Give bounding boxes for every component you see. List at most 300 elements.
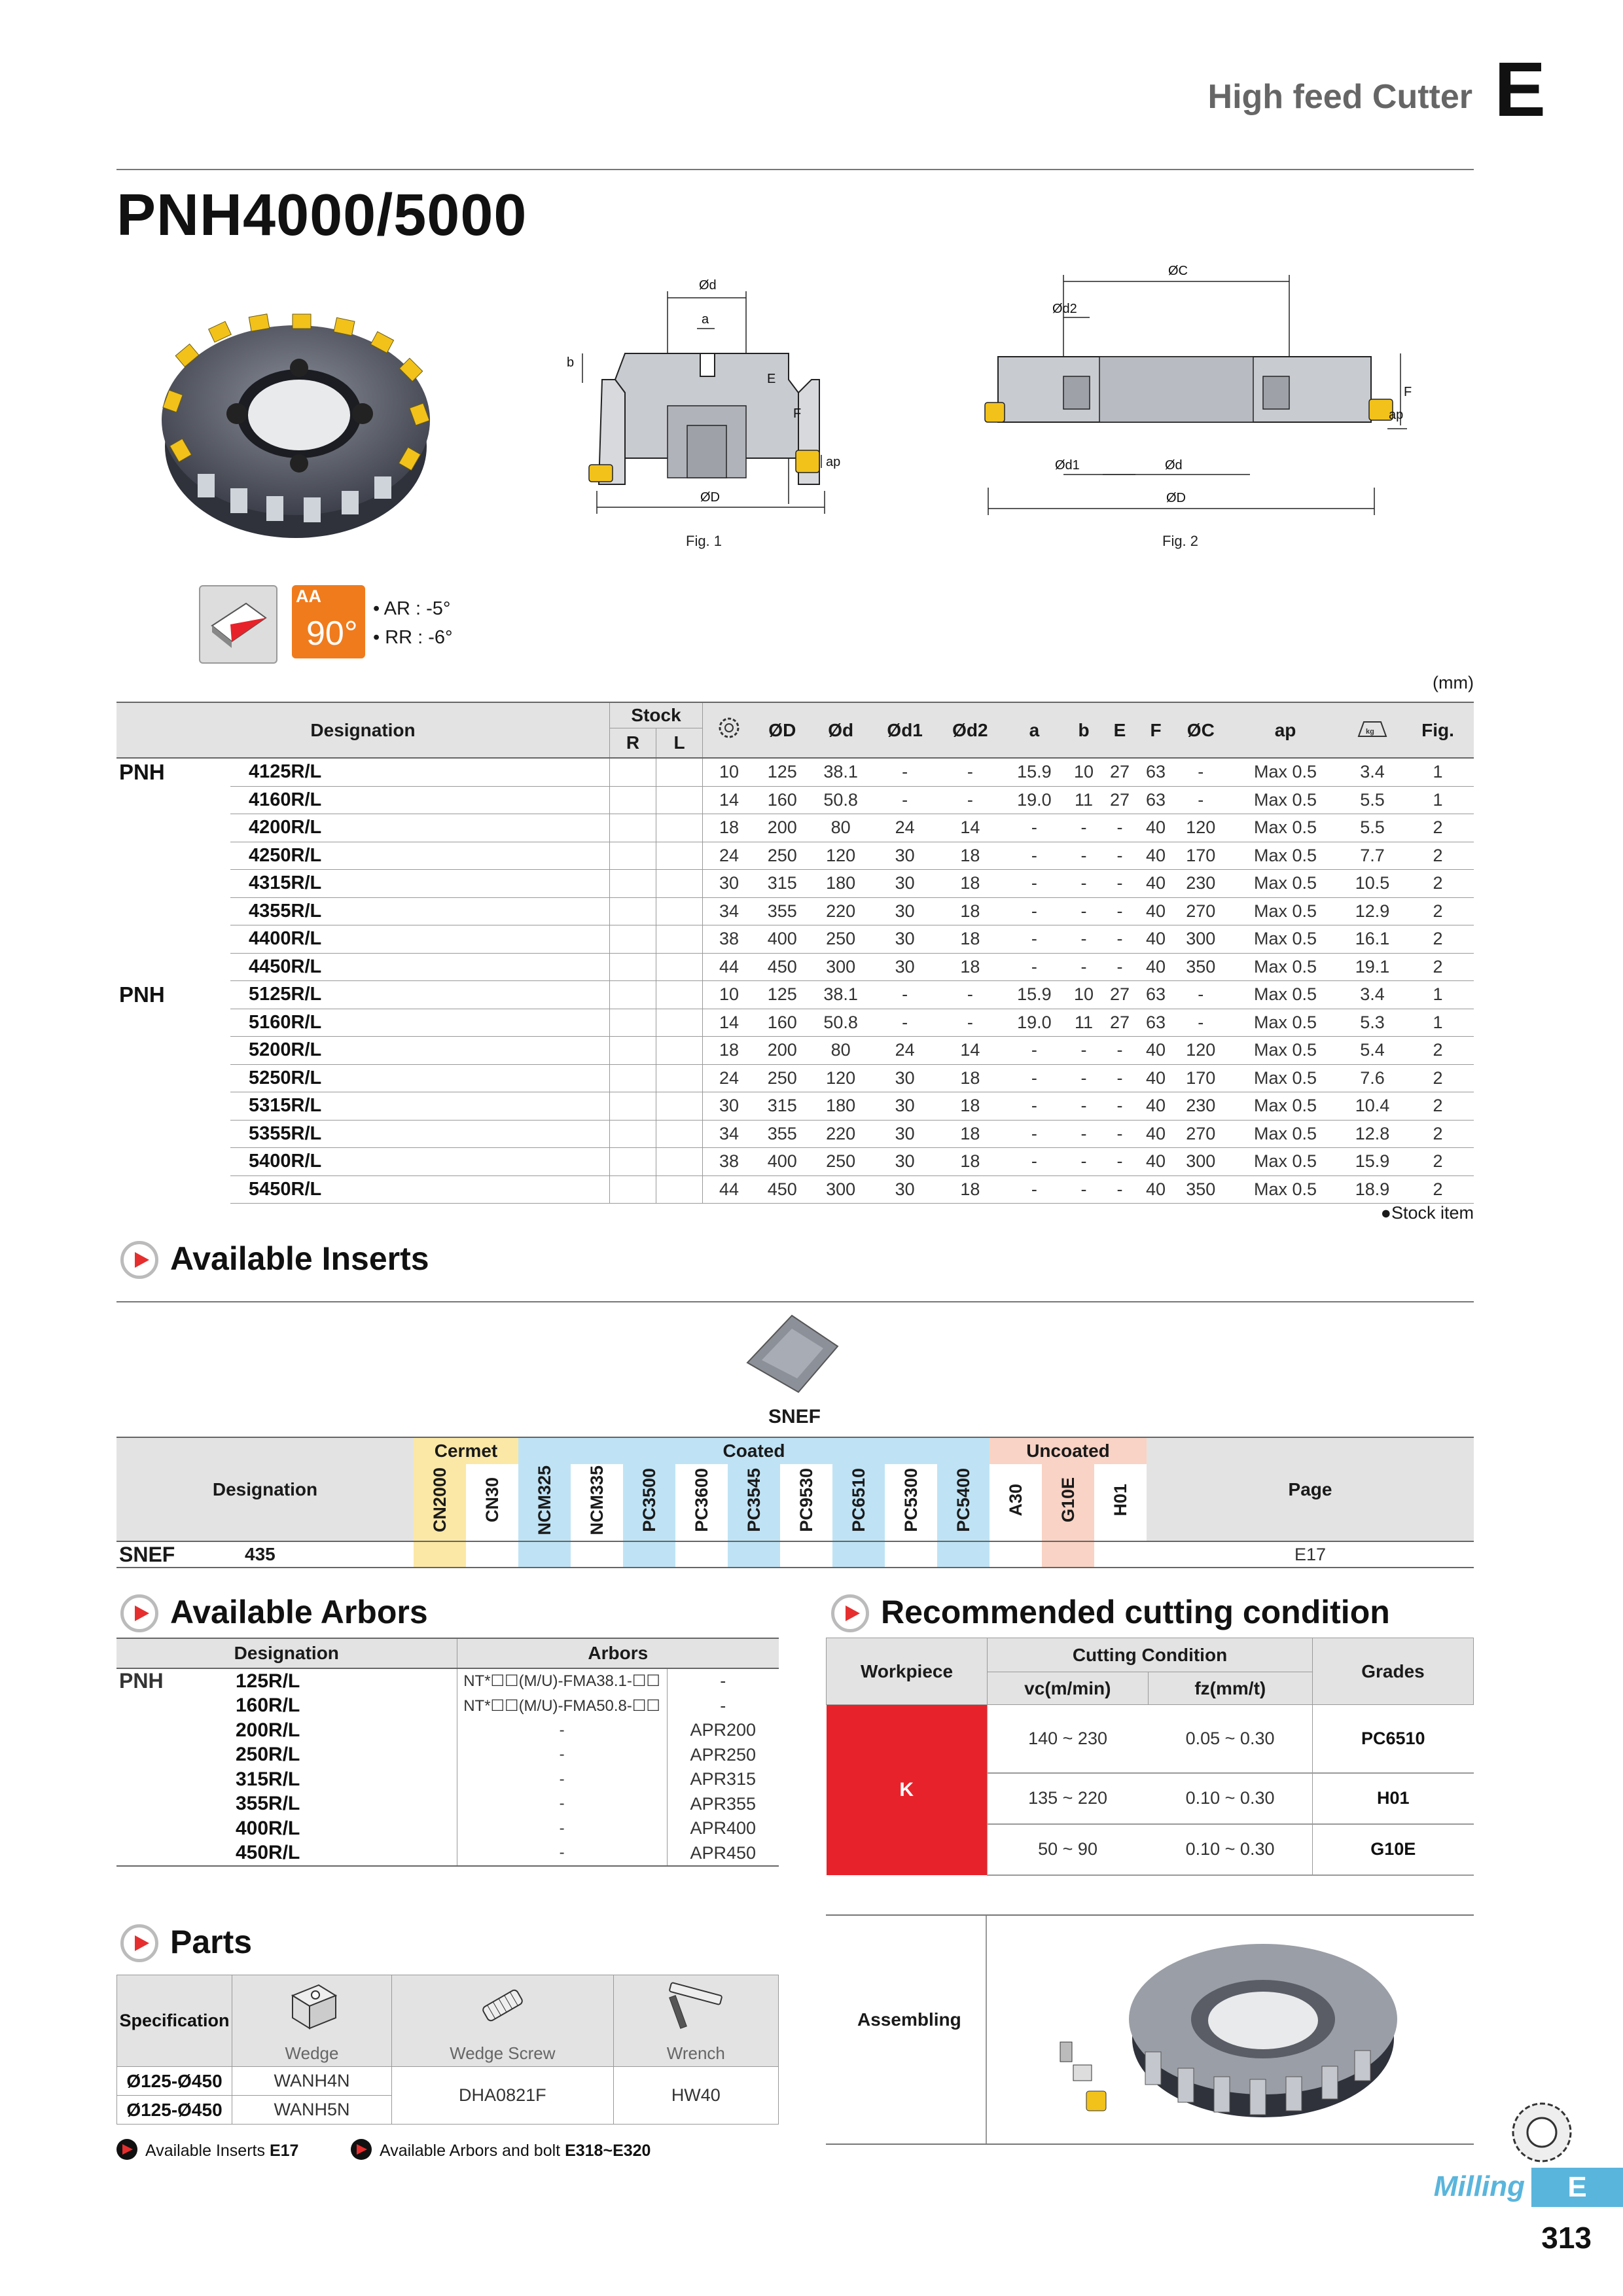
value-cell: 14 <box>938 814 1003 842</box>
value-cell: 18 <box>938 897 1003 925</box>
value-cell: 120 <box>1174 1037 1228 1065</box>
col-cutting-condition: Cutting Condition <box>988 1638 1313 1672</box>
value-cell: 18 <box>938 1175 1003 1204</box>
grade-label: G10E <box>1058 1477 1078 1523</box>
designation-cell: 355R/L <box>236 1793 300 1815</box>
value-cell: 2 <box>1402 1037 1474 1065</box>
grade-label: NCM335 <box>586 1465 607 1535</box>
value-cell: - <box>1102 870 1138 898</box>
dim-label: ap <box>826 455 841 469</box>
vc-value: 135 ~ 220 <box>988 1773 1149 1824</box>
grade-label: PC3500 <box>639 1468 659 1532</box>
grade-label: PC6510 <box>848 1468 868 1532</box>
table-row <box>116 1792 779 1817</box>
stock-cell <box>610 1148 656 1176</box>
value-cell: 27 <box>1102 1009 1138 1037</box>
value-cell: 15.9 <box>1003 758 1065 786</box>
arbor-cell: - <box>667 1694 779 1719</box>
value-cell: 14 <box>703 786 756 814</box>
arbors-link[interactable] <box>380 2142 651 2161</box>
figure-2-caption: Fig. 2 <box>1162 533 1199 549</box>
section-arrow-icon <box>831 1594 869 1632</box>
radial-rake: • RR : -6° <box>373 627 453 648</box>
col-header: Ød <box>810 702 872 758</box>
insert-designation: 435 <box>245 1544 276 1564</box>
value-cell: - <box>1003 1175 1065 1204</box>
value-cell: 2 <box>1402 1092 1474 1121</box>
value-cell: 38 <box>703 925 756 954</box>
value-cell: 1 <box>1402 1009 1474 1037</box>
grade-value: G10E <box>1313 1824 1474 1875</box>
table-row <box>116 842 1474 870</box>
figure-1-drawing <box>563 268 864 517</box>
col-spec: Specification <box>117 1975 232 2067</box>
designation-cell: 5315R/L <box>230 1092 610 1121</box>
grade-cell <box>414 1541 466 1568</box>
value-cell: 30 <box>872 1120 938 1148</box>
value-cell: 10.4 <box>1343 1092 1402 1121</box>
link-arrow-icon <box>351 2139 372 2160</box>
value-cell: 12.8 <box>1343 1120 1402 1148</box>
col-arbors: Arbors <box>457 1638 779 1668</box>
col-uncoated: Uncoated <box>990 1437 1147 1464</box>
dim-label: F <box>793 406 802 421</box>
value-cell: 80 <box>810 814 872 842</box>
value-cell: 2 <box>1402 1120 1474 1148</box>
grade-label: PC5300 <box>901 1468 921 1532</box>
group-label <box>116 953 230 981</box>
col-vc: vc(m/min) <box>988 1672 1149 1705</box>
section-letter: E <box>1494 46 1546 133</box>
grade-label: CN2000 <box>429 1467 450 1533</box>
group-label: PNH <box>119 982 165 1007</box>
table-row <box>116 1064 1474 1092</box>
value-cell: - <box>1066 1064 1102 1092</box>
value-cell: - <box>1066 1037 1102 1065</box>
value-cell: - <box>1066 1148 1102 1176</box>
group-label <box>116 1037 230 1065</box>
inserts-link[interactable] <box>145 2142 298 2161</box>
value-cell: 63 <box>1138 1009 1174 1037</box>
badge-label: AA <box>296 586 321 606</box>
value-cell: - <box>938 1009 1003 1037</box>
value-cell: 30 <box>703 1092 756 1121</box>
value-cell: 250 <box>810 1148 872 1176</box>
value-cell: Max 0.5 <box>1228 870 1343 898</box>
value-cell: 10 <box>1066 758 1102 786</box>
value-cell: 40 <box>1138 842 1174 870</box>
stock-cell <box>610 925 656 954</box>
group-label <box>116 1743 217 1768</box>
value-cell: 11 <box>1066 1009 1102 1037</box>
grade-cell <box>990 1541 1042 1568</box>
group-label <box>116 897 230 925</box>
value-cell: 18 <box>938 925 1003 954</box>
value-cell: 24 <box>703 1064 756 1092</box>
value-cell: 200 <box>755 814 810 842</box>
stock-cell <box>610 897 656 925</box>
inserts-table <box>116 1437 1474 1568</box>
value-cell: - <box>1066 1092 1102 1121</box>
value-cell: 18 <box>938 1064 1003 1092</box>
value-cell: 40 <box>1138 870 1174 898</box>
col-stock: Stock <box>610 702 703 728</box>
group-label <box>116 870 230 898</box>
value-cell: 300 <box>810 1175 872 1204</box>
value-cell: - <box>1102 1148 1138 1176</box>
group-label <box>116 814 230 842</box>
value-cell: 5.5 <box>1343 814 1402 842</box>
table-row <box>116 1718 779 1743</box>
value-cell: Max 0.5 <box>1228 814 1343 842</box>
group-label <box>116 1718 217 1743</box>
value-cell: 2 <box>1402 953 1474 981</box>
value-cell: 220 <box>810 1120 872 1148</box>
wrench-value: HW40 <box>613 2067 778 2125</box>
dim-label: ØC <box>1168 265 1188 278</box>
table-row <box>116 758 1474 786</box>
value-cell: 2 <box>1402 842 1474 870</box>
table-row <box>116 814 1474 842</box>
col-header: a <box>1003 702 1065 758</box>
value-cell: - <box>1003 870 1065 898</box>
value-cell: 3.4 <box>1343 981 1402 1009</box>
value-cell: 63 <box>1138 981 1174 1009</box>
grade-cell <box>885 1541 937 1568</box>
value-cell: 270 <box>1174 897 1228 925</box>
value-cell: 300 <box>810 953 872 981</box>
col-stock-l: L <box>656 728 703 759</box>
value-cell: 30 <box>872 1092 938 1121</box>
section-arrow-icon <box>120 1594 158 1632</box>
designation-cell: 315R/L <box>236 1768 300 1790</box>
value-cell: 63 <box>1138 786 1174 814</box>
value-cell: - <box>1003 1092 1065 1121</box>
value-cell: 2 <box>1402 814 1474 842</box>
value-cell: - <box>1003 1037 1065 1065</box>
value-cell: 34 <box>703 897 756 925</box>
value-cell: 18 <box>938 1148 1003 1176</box>
value-cell: 38.1 <box>810 758 872 786</box>
arbor-cell: - <box>457 1816 667 1841</box>
value-cell: 450 <box>755 1175 810 1204</box>
col-grades: Grades <box>1313 1638 1474 1705</box>
col-fz: fz(mm/t) <box>1148 1672 1312 1705</box>
value-cell: 27 <box>1102 981 1138 1009</box>
value-cell: 14 <box>938 1037 1003 1065</box>
arbor-cell: - <box>457 1743 667 1768</box>
snef-insert-image <box>740 1310 844 1402</box>
value-cell: 355 <box>755 897 810 925</box>
grade-header <box>571 1464 623 1541</box>
col-coated: Coated <box>518 1437 990 1464</box>
value-cell: - <box>872 786 938 814</box>
value-cell: - <box>1066 1120 1102 1148</box>
designation-cell: 5355R/L <box>230 1120 610 1148</box>
value-cell: Max 0.5 <box>1228 842 1343 870</box>
designation-cell: 4400R/L <box>230 925 610 954</box>
grade-value: H01 <box>1313 1773 1474 1824</box>
col-designation: Designation <box>116 702 610 758</box>
wrench-icon <box>613 1975 778 2041</box>
value-cell: 12.9 <box>1343 897 1402 925</box>
value-cell: - <box>1102 1175 1138 1204</box>
value-cell: 5.5 <box>1343 786 1402 814</box>
value-cell: Max 0.5 <box>1228 953 1343 981</box>
value-cell: - <box>1102 814 1138 842</box>
value-cell: 120 <box>1174 814 1228 842</box>
group-label <box>116 1009 230 1037</box>
page-number: 313 <box>1541 2221 1592 2255</box>
stock-note: ●Stock item <box>1380 1203 1474 1223</box>
value-cell: Max 0.5 <box>1228 925 1343 954</box>
value-cell: - <box>1066 814 1102 842</box>
figure-2-drawing <box>982 265 1440 520</box>
value-cell: 18 <box>938 870 1003 898</box>
designation-cell: 250R/L <box>236 1744 300 1766</box>
dim-label: E <box>767 372 776 386</box>
group-label <box>116 786 230 814</box>
arbors-table <box>116 1638 779 1867</box>
weight-icon <box>1343 702 1402 758</box>
value-cell: - <box>872 981 938 1009</box>
value-cell: 350 <box>1174 953 1228 981</box>
designation-cell: 5125R/L <box>230 981 610 1009</box>
grade-header <box>466 1464 518 1541</box>
value-cell: 11 <box>1066 786 1102 814</box>
stock-cell <box>610 1092 656 1121</box>
arbor-cell: APR400 <box>667 1816 779 1841</box>
value-cell: Max 0.5 <box>1228 1148 1343 1176</box>
stock-cell <box>610 981 656 1009</box>
insert-type-icon <box>199 585 277 664</box>
cutting-condition-table <box>826 1638 1474 1876</box>
stock-cell <box>610 953 656 981</box>
value-cell: 250 <box>755 842 810 870</box>
value-cell: 10.5 <box>1343 870 1402 898</box>
screw-value: DHA0821F <box>392 2067 614 2125</box>
value-cell: 44 <box>703 953 756 981</box>
designation-cell: 4160R/L <box>230 786 610 814</box>
value-cell: Max 0.5 <box>1228 1064 1343 1092</box>
arbor-cell: APR315 <box>667 1767 779 1792</box>
stock-cell <box>656 925 703 954</box>
grade-header <box>414 1464 466 1541</box>
stock-cell <box>656 786 703 814</box>
stock-cell <box>610 1064 656 1092</box>
spec-value: Ø125-Ø450 <box>117 2067 232 2096</box>
value-cell: 300 <box>1174 925 1228 954</box>
value-cell: 30 <box>872 870 938 898</box>
group-label <box>116 1767 217 1792</box>
group-label <box>116 1092 230 1121</box>
value-cell: 30 <box>872 842 938 870</box>
value-cell: 30 <box>872 1064 938 1092</box>
insert-name: SNEF <box>768 1406 821 1427</box>
wedge-value: WANH5N <box>232 2096 392 2125</box>
stock-cell <box>656 897 703 925</box>
value-cell: - <box>872 758 938 786</box>
stock-cell <box>610 758 656 786</box>
arbor-cell: APR200 <box>667 1718 779 1743</box>
value-cell: 18 <box>938 1092 1003 1121</box>
value-cell: 250 <box>755 1064 810 1092</box>
value-cell: - <box>1102 1064 1138 1092</box>
col-designation: Designation <box>116 1437 414 1541</box>
group-label <box>116 1694 217 1719</box>
value-cell: 250 <box>810 925 872 954</box>
value-cell: - <box>1174 981 1228 1009</box>
grade-label: PC3545 <box>743 1468 764 1532</box>
stock-cell <box>656 1148 703 1176</box>
value-cell: - <box>1003 1148 1065 1176</box>
table-row <box>116 1092 1474 1121</box>
grade-cell <box>571 1541 623 1568</box>
grade-cell <box>832 1541 885 1568</box>
value-cell: 80 <box>810 1037 872 1065</box>
table-row <box>116 1816 779 1841</box>
table-row <box>116 953 1474 981</box>
footer-category: Milling <box>1433 2170 1525 2202</box>
value-cell: 19.0 <box>1003 786 1065 814</box>
table-row <box>116 1037 1474 1065</box>
designation-cell: 4315R/L <box>230 870 610 898</box>
value-cell: 5.3 <box>1343 1009 1402 1037</box>
value-cell: 30 <box>872 925 938 954</box>
stock-cell <box>656 1009 703 1037</box>
vc-value: 50 ~ 90 <box>988 1824 1149 1875</box>
value-cell: 400 <box>755 925 810 954</box>
grade-header <box>1042 1464 1094 1541</box>
value-cell: 30 <box>872 1175 938 1204</box>
group-label <box>116 1841 217 1867</box>
value-cell: - <box>1066 897 1102 925</box>
dim-label: Ød <box>1165 458 1183 473</box>
cutter-product-image <box>152 302 459 545</box>
value-cell: 2 <box>1402 925 1474 954</box>
stock-cell <box>656 842 703 870</box>
dim-label: F <box>1404 385 1412 399</box>
dim-label: b <box>567 355 575 370</box>
section-tab: E <box>1531 2168 1623 2207</box>
col-wedge: Wedge <box>232 2041 392 2067</box>
value-cell: 19.1 <box>1343 953 1402 981</box>
stock-cell <box>656 870 703 898</box>
stock-cell <box>610 1120 656 1148</box>
stock-cell <box>610 842 656 870</box>
grade-cell <box>466 1541 518 1568</box>
col-workpiece: Workpiece <box>827 1638 988 1705</box>
designation-cell: 400R/L <box>236 1817 300 1839</box>
designation-cell: 4355R/L <box>230 897 610 925</box>
col-header: E <box>1102 702 1138 758</box>
table-row <box>116 1694 779 1719</box>
designation-cell: 5450R/L <box>230 1175 610 1204</box>
value-cell: 1 <box>1402 786 1474 814</box>
group-label <box>116 1816 217 1841</box>
vc-value: 140 ~ 230 <box>988 1705 1149 1773</box>
value-cell: 50.8 <box>810 1009 872 1037</box>
value-cell: - <box>938 981 1003 1009</box>
value-cell: 220 <box>810 897 872 925</box>
unit-label: (mm) <box>1433 673 1474 692</box>
wedge-value: WANH4N <box>232 2067 392 2096</box>
value-cell: 19.0 <box>1003 1009 1065 1037</box>
value-cell: 160 <box>755 1009 810 1037</box>
value-cell: - <box>1174 786 1228 814</box>
group-label <box>116 1175 230 1204</box>
value-cell: - <box>1102 842 1138 870</box>
table-row <box>116 981 1474 1009</box>
value-cell: 230 <box>1174 870 1228 898</box>
specification-table <box>116 702 1474 1204</box>
value-cell: 38.1 <box>810 981 872 1009</box>
grade-cell <box>1042 1541 1094 1568</box>
table-row <box>116 870 1474 898</box>
table-row <box>116 1767 779 1792</box>
inserts-title: Available Inserts <box>170 1240 429 1277</box>
inserts-link-label: Available Inserts <box>145 2142 265 2160</box>
arbor-cell: APR355 <box>667 1792 779 1817</box>
value-cell: 200 <box>755 1037 810 1065</box>
value-cell: 27 <box>1102 758 1138 786</box>
value-cell: 7.6 <box>1343 1064 1402 1092</box>
value-cell: 18 <box>703 814 756 842</box>
col-header: Ød1 <box>872 702 938 758</box>
value-cell: - <box>1102 1092 1138 1121</box>
stock-cell <box>656 953 703 981</box>
arbor-cell: - <box>457 1718 667 1743</box>
grade-header <box>832 1464 885 1541</box>
value-cell: 18 <box>703 1037 756 1065</box>
col-header: ØD <box>755 702 810 758</box>
value-cell: 2 <box>1402 897 1474 925</box>
cutting-title: Recommended cutting condition <box>881 1594 1390 1630</box>
value-cell: - <box>1174 1009 1228 1037</box>
value-cell: - <box>1174 758 1228 786</box>
value-cell: 40 <box>1138 1148 1174 1176</box>
teeth-icon <box>703 702 756 758</box>
value-cell: 1 <box>1402 981 1474 1009</box>
stock-cell <box>610 814 656 842</box>
dim-label: Ød <box>699 278 717 293</box>
value-cell: 18 <box>938 953 1003 981</box>
value-cell: 315 <box>755 1092 810 1121</box>
grade-label: PC9530 <box>796 1468 816 1532</box>
value-cell: 160 <box>755 786 810 814</box>
value-cell: Max 0.5 <box>1228 1009 1343 1037</box>
table-row <box>116 1175 1474 1204</box>
page-cell: E17 <box>1294 1544 1327 1564</box>
spec-value: Ø125-Ø450 <box>117 2096 232 2125</box>
value-cell: 15.9 <box>1003 981 1065 1009</box>
value-cell: 125 <box>755 981 810 1009</box>
value-cell: Max 0.5 <box>1228 1092 1343 1121</box>
value-cell: 3.4 <box>1343 758 1402 786</box>
value-cell: 30 <box>703 870 756 898</box>
grade-label: H01 <box>1110 1484 1130 1516</box>
grade-cell <box>1094 1541 1147 1568</box>
value-cell: - <box>1102 1037 1138 1065</box>
value-cell: - <box>1066 953 1102 981</box>
col-designation: Designation <box>116 1638 457 1668</box>
stock-cell <box>656 1175 703 1204</box>
value-cell: 24 <box>703 842 756 870</box>
value-cell: 10 <box>1066 981 1102 1009</box>
col-header: ap <box>1228 702 1343 758</box>
value-cell: 2 <box>1402 1148 1474 1176</box>
value-cell: - <box>1066 842 1102 870</box>
